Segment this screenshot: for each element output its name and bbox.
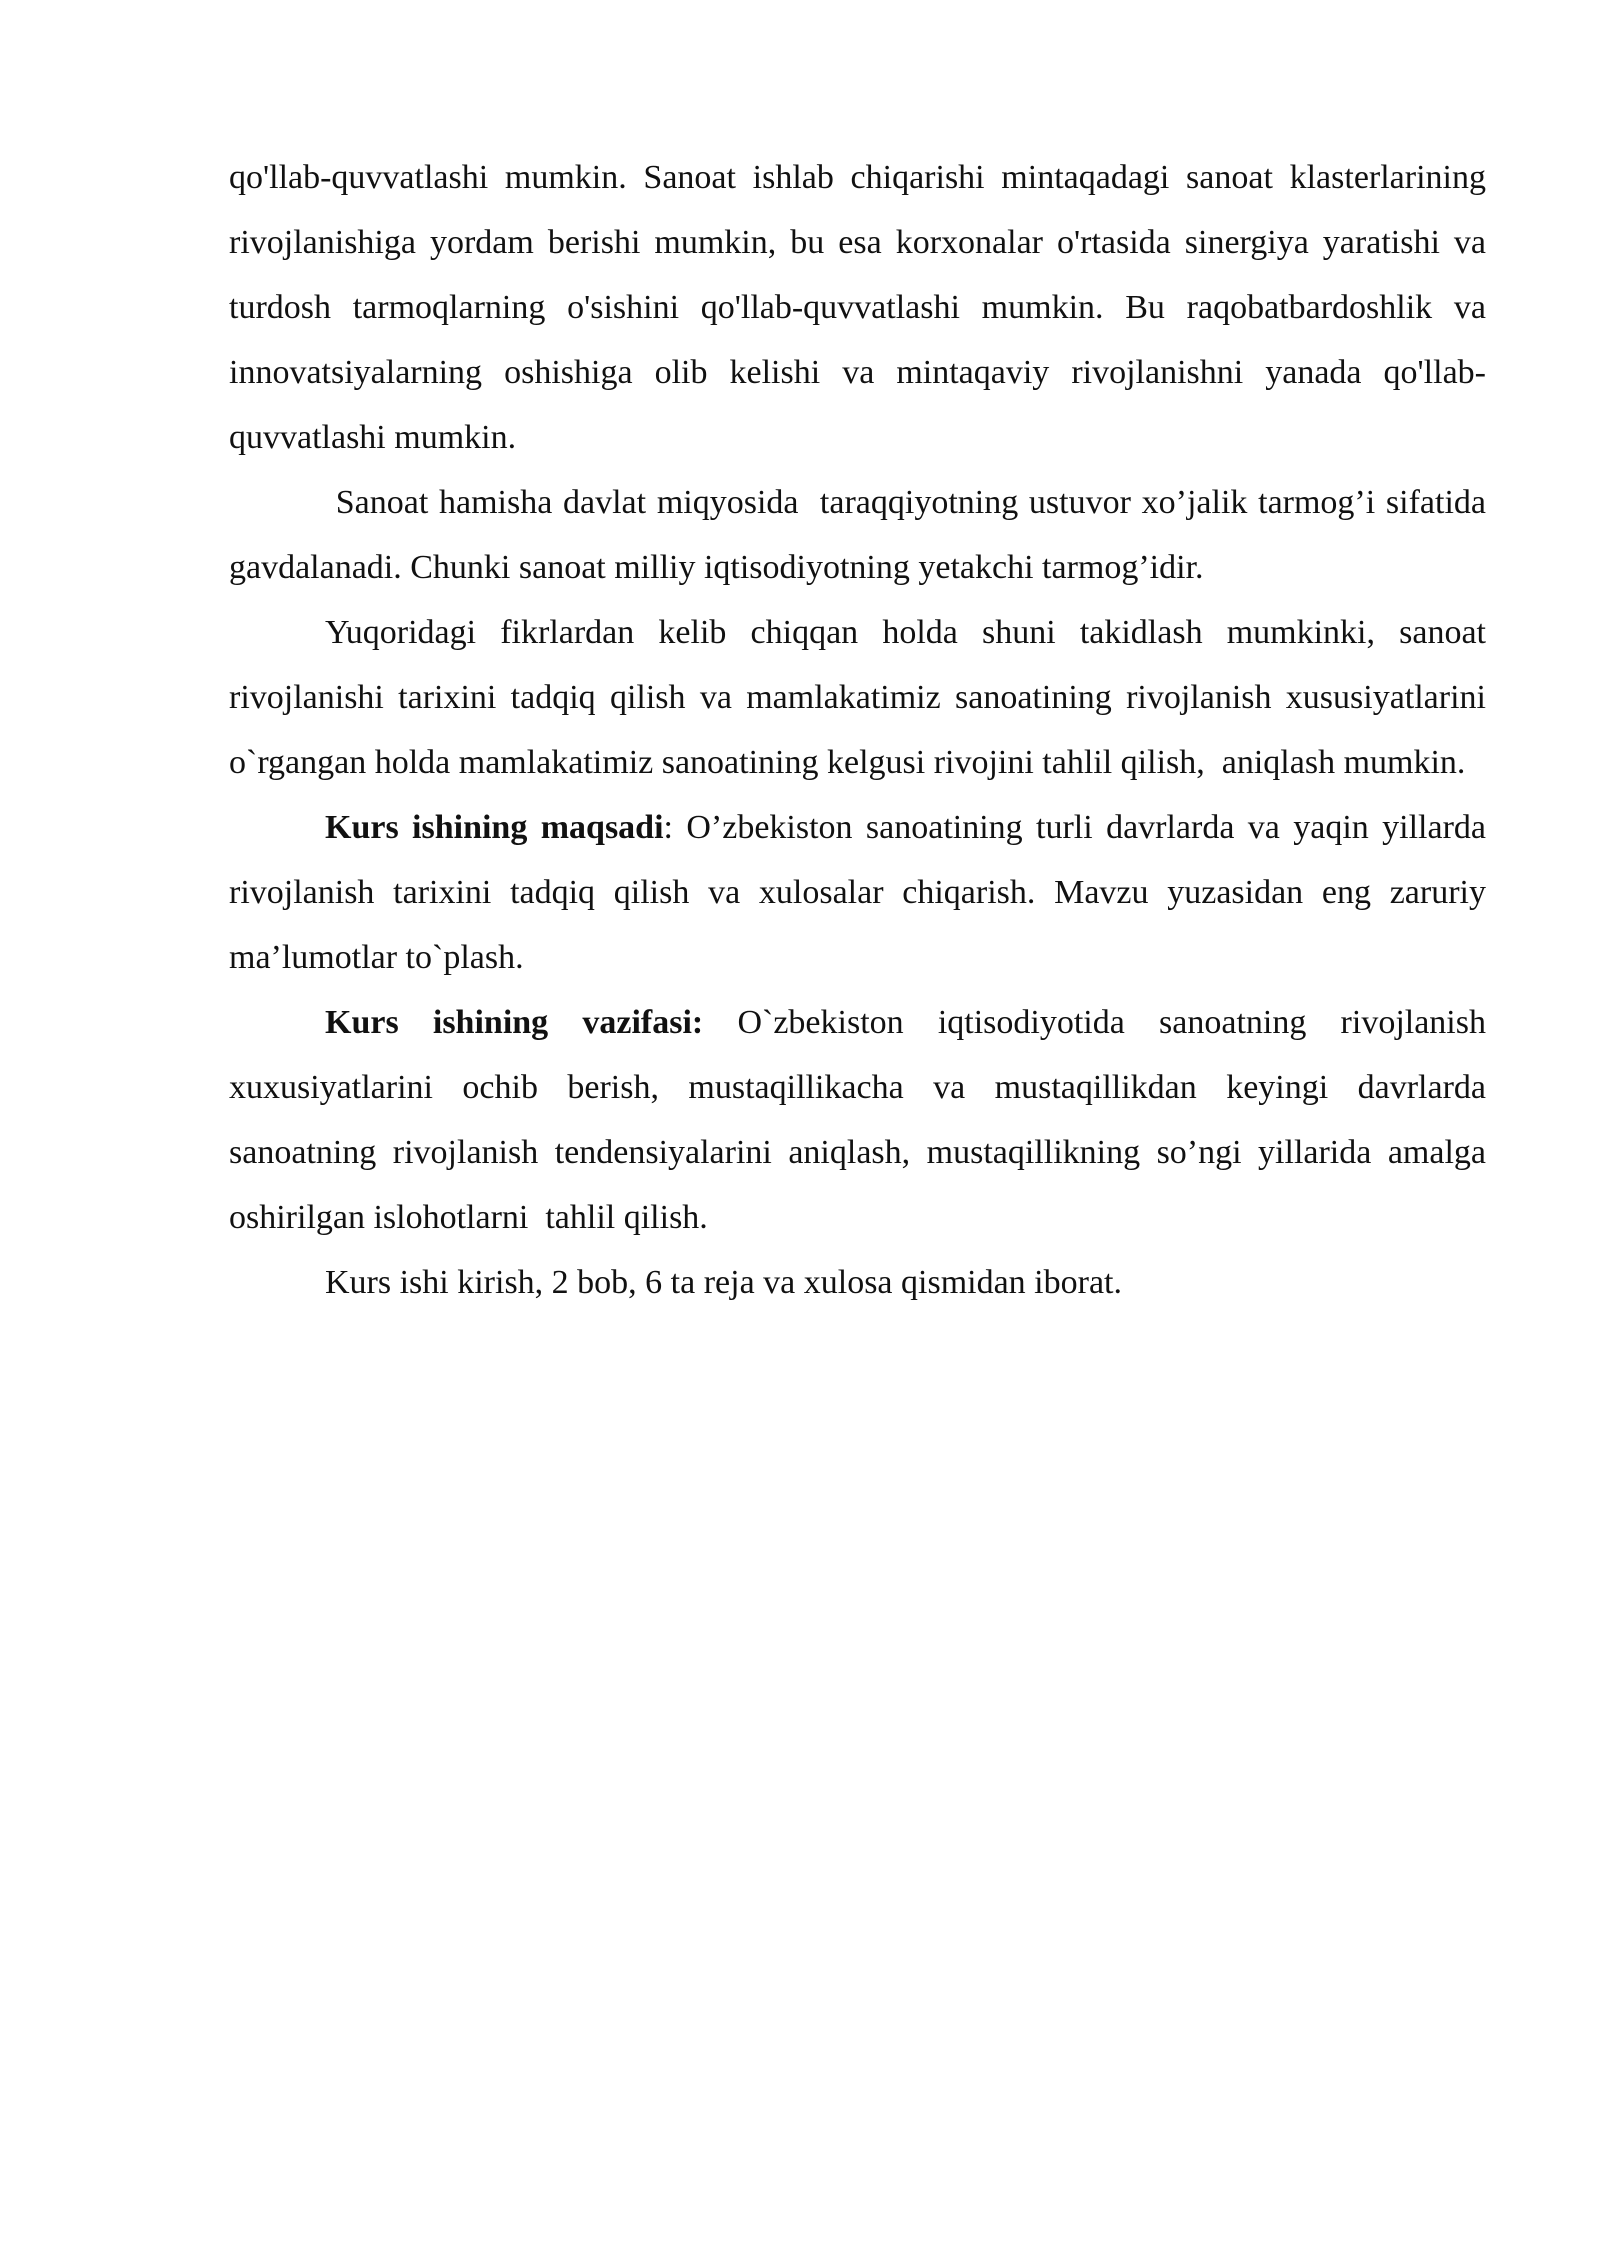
paragraph-conclusion-intro: [229, 600, 1495, 795]
paragraph-text: O`zbekiston iqtisodiyotida sanoatning rivojlanish xuxusiyatlarini ochib berish, mustaqillikacha va mustaqillikdan keyingi davrlarda sanoatning rivojlanish tendensiyalarini aniqlash, mustaqillikning so’ngi yillarida amalga oshirilgan islohotlarni tahlil qilish.: [229, 1004, 1495, 1236]
paragraph-sanoat-priority: [229, 470, 1495, 600]
paragraph-structure: [229, 1250, 1486, 1315]
goal-heading: Kurs ishining maqsadi: [325, 809, 664, 846]
paragraph-text: : O’zbekiston sanoatining turli davrlarda va yaqin yillarda rivojlanish tarixini tadqiq qilish va xulosalar chiqarish. Mavzu yuzasidan eng zaruriy ma’lumotlar to`plash.: [229, 809, 1495, 976]
tasks-heading: Kurs ishining vazifasi:: [325, 1004, 704, 1041]
paragraph-text: Sanoat hamisha davlat miqyosida taraqqiyotning ustuvor xo’jalik tarmog’i sifatida gavdalanadi. Chunki sanoat milliy iqtisodiyotning yetakchi tarmog’idir.: [229, 484, 1495, 586]
paragraph-goal: [229, 795, 1495, 990]
paragraph-continuation: [229, 145, 1495, 470]
document-page: [229, 145, 1495, 1315]
paragraph-text: Yuqoridagi fikrlardan kelib chiqqan holda shuni takidlash mumkinki, sanoat rivojlanishi tarixini tadqiq qilish va mamlakatimiz sanoatining rivojlanish xususiyatlarini o`rgangan holda mamlakatimiz sanoatining kelgusi rivojini tahlil qilish, aniqlash mumkin.: [229, 614, 1495, 781]
paragraph-text: qo'llab-quvvatlashi mumkin. Sanoat ishlab chiqarishi mintaqadagi sanoat klasterlarining rivojlanishiga yordam berishi mumkin, bu esa korxonalar o'rtasida sinergiya yaratishi va turdosh tarmoqlarning o'sishini qo'llab-quvvatlashi mumkin. Bu raqobatbardoshlik va innovatsiyalarning oshishiga olib kelishi va mintaqaviy rivojlanishni yanada qo'llab-quvvatlashi mumkin.: [229, 159, 1495, 456]
paragraph-tasks: [229, 990, 1495, 1250]
paragraph-text: Kurs ishi kirish, 2 bob, 6 ta reja va xulosa qismidan iborat.: [325, 1264, 1122, 1301]
